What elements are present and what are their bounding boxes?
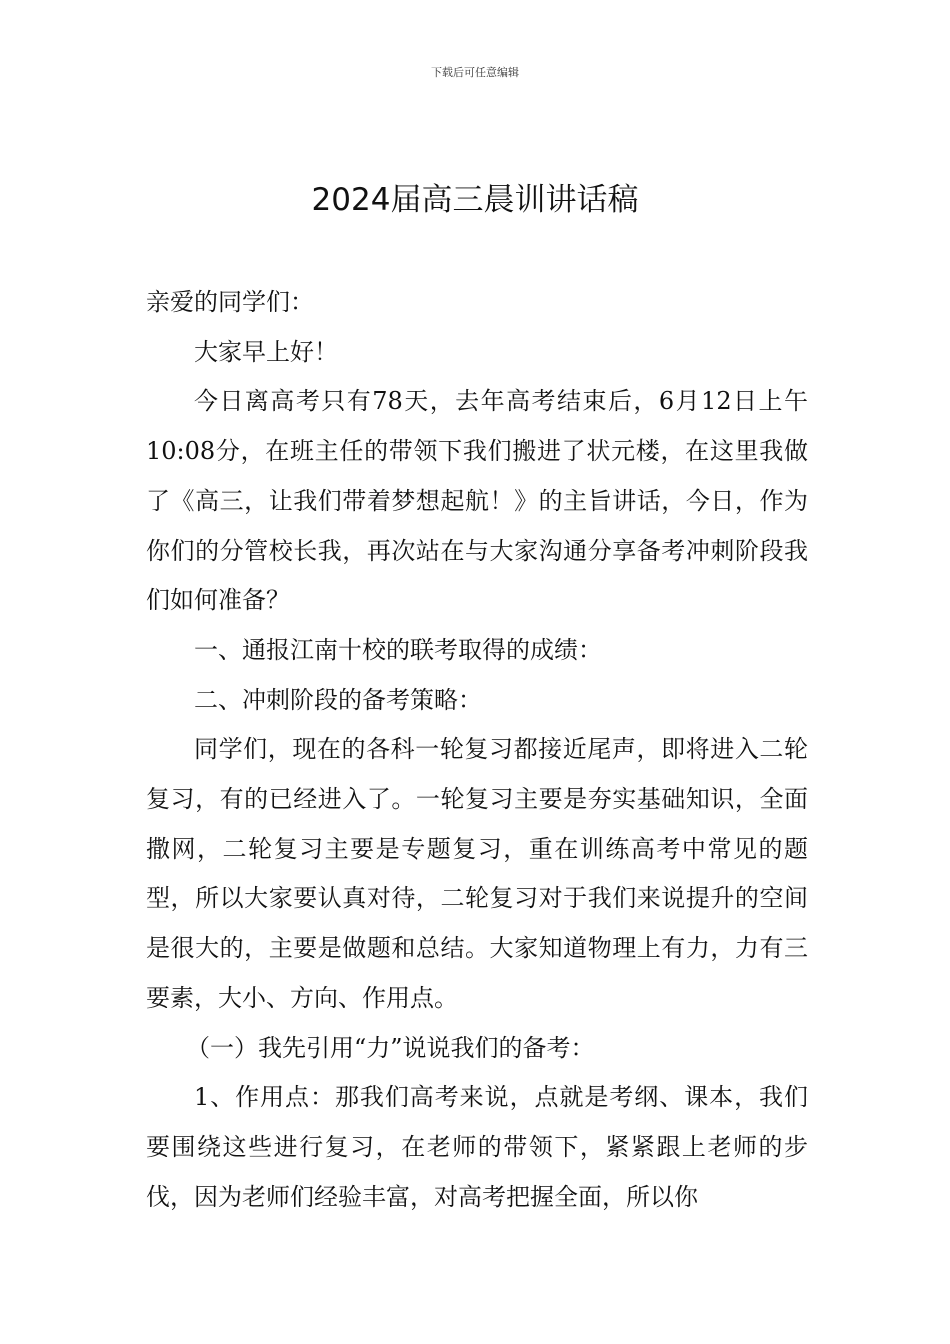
section-heading-2: 二、冲刺阶段的备考策略： [194, 685, 482, 714]
section-heading-1: 一、通报江南十校的联考取得的成绩： [194, 635, 602, 664]
document-title: 2024届高三晨训讲话稿 [311, 182, 639, 218]
greeting: 大家早上好！ [194, 337, 338, 366]
header-note: 下载后可任意编辑 [431, 66, 519, 79]
paragraph-review: 同学们，现在的各科一轮复习都接近尾声，即将进入二轮复习，有的已经进入了。一轮复习主要是夯实基础知识，全面撒网，二轮复习主要是专题复习，重在训练高考中常见的题型，所以大家要认真对待，二轮复习对于我们来说提升的空间是很大的，主要是做题和总结。大家知道物理上有力，力有三要素，大小、方向、作用点。 [146, 735, 808, 1012]
paragraph-intro: 今日离高考只有78天，去年高考结束后，6月12日上午10:08分，在班主任的带领下我们搬进了状元楼，在这里我做了《高三，让我们带着梦想起航！》的主旨讲话，今日，作为你们的分管校长我，再次站在与大家沟通分享备考冲刺阶段我们如何准备？ [146, 387, 808, 615]
subsection-heading-1: （一）我先引用“力”说说我们的备考： [186, 1033, 595, 1062]
paragraph-point-1: 1、作用点：那我们高考来说，点就是考纲、课本，我们要围绕这些进行复习，在老师的带领下，紧紧跟上老师的步伐，因为老师们经验丰富，对高考把握全面，所以你 [146, 1083, 808, 1211]
salutation: 亲爱的同学们： [146, 288, 314, 316]
document-body [146, 278, 808, 1222]
